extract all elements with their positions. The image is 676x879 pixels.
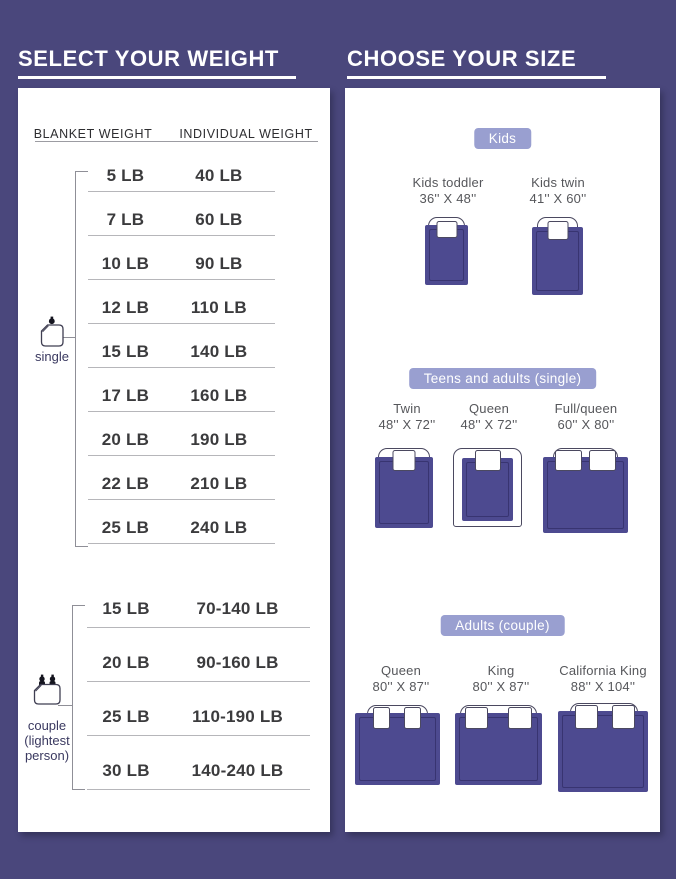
bed-size: 88'' X 104'' — [570, 678, 636, 694]
individual-weight-value: 240 LB — [190, 518, 248, 537]
individual-weight-value: 90 LB — [195, 254, 243, 273]
bed-queen-single-illustration — [453, 448, 522, 527]
couple-label-line1: couple — [27, 718, 67, 733]
bed-king-illustration — [460, 705, 537, 778]
pillow — [589, 450, 616, 471]
bed-kids-twin-illustration — [537, 217, 578, 295]
bed-label-queen-single — [461, 401, 518, 432]
bed-label-king — [473, 663, 530, 694]
table-row — [88, 236, 275, 280]
pillow — [373, 707, 390, 729]
blanket-quilt-line — [536, 231, 579, 291]
couple-group-bracket — [72, 605, 85, 790]
left-panel-title: SELECT YOUR WEIGHT — [18, 46, 279, 71]
individual-weight-value: 70-140 LB — [196, 599, 279, 618]
blanket-weight-value: 30 LB — [102, 761, 150, 780]
bed-name: Kids twin — [531, 175, 585, 190]
bed-name: King — [487, 663, 515, 678]
single-group-bracket — [75, 171, 88, 547]
table-row — [88, 148, 275, 192]
individual-weight-value: 60 LB — [195, 210, 243, 229]
individual-weight-value: 90-160 LB — [196, 653, 279, 672]
column-header-blanket-weight: BLANKET WEIGHT — [33, 127, 153, 141]
bed-name: Twin — [393, 401, 421, 416]
bed-name: California King — [559, 663, 647, 678]
table-row — [87, 628, 310, 682]
header-divider — [35, 141, 318, 142]
bed-size: 48'' X 72'' — [378, 416, 436, 432]
pillow — [555, 450, 582, 471]
pillow — [436, 221, 457, 238]
bed-size: 80'' X 87'' — [372, 678, 430, 694]
bed-label-kids-twin — [530, 175, 587, 206]
individual-weight-value: 110 LB — [190, 298, 247, 317]
bed-name: Kids toddler — [412, 175, 484, 190]
pillow — [612, 705, 635, 729]
adults-couple-badge: Adults (couple) — [440, 615, 565, 636]
table-row — [88, 192, 275, 236]
bed-size: 48'' X 72'' — [460, 416, 518, 432]
bed-queen-couple-illustration — [367, 705, 428, 778]
couple-group-label — [24, 718, 70, 763]
individual-weight-value: 110-190 LB — [192, 707, 283, 726]
column-header-individual-weight: INDIVIDUAL WEIGHT — [179, 127, 313, 141]
bed-size: 80'' X 87'' — [472, 678, 530, 694]
table-row — [88, 324, 275, 368]
individual-weight-value: 40 LB — [195, 166, 243, 185]
pillow — [475, 450, 501, 471]
blanket-weight-value: 20 LB — [101, 430, 150, 449]
bed-size: 60'' X 80'' — [557, 416, 615, 432]
bed-label-california-king — [559, 663, 647, 694]
bed-label-kids-toddler — [412, 175, 483, 206]
table-row — [88, 368, 275, 412]
blanket-weight-value: 25 LB — [101, 518, 150, 537]
bed-label-full-queen — [555, 401, 618, 432]
individual-weight-value: 160 LB — [190, 386, 248, 405]
single-group-label: single — [35, 349, 69, 364]
right-panel-title: CHOOSE YOUR SIZE — [347, 46, 577, 71]
blanket-weight-value: 15 LB — [102, 599, 150, 618]
bed-size: 36'' X 48'' — [419, 190, 477, 206]
table-row — [88, 456, 275, 500]
table-row — [87, 736, 310, 790]
kids-badge: Kids — [474, 128, 531, 149]
couple-label-line3: person) — [24, 748, 70, 763]
bed-full-queen-illustration — [553, 448, 618, 527]
pillow — [393, 450, 416, 471]
right-title-underline — [347, 76, 606, 79]
blanket-weight-value: 5 LB — [106, 166, 145, 185]
couple-weight-table — [87, 574, 310, 790]
individual-weight-value: 210 LB — [190, 474, 248, 493]
blanket-weight-value: 15 LB — [101, 342, 150, 361]
individual-weight-value: 140-240 LB — [191, 761, 284, 780]
blanket-quilt-line — [547, 461, 624, 529]
blanket-weight-value: 12 LB — [101, 298, 150, 317]
bed-kids-toddler-illustration — [428, 217, 465, 285]
single-person-icon — [39, 316, 65, 349]
left-title-underline — [18, 76, 296, 79]
size-guide-card — [345, 88, 660, 832]
blanket-weight-value: 7 LB — [106, 210, 145, 229]
blanket-weight-value: 20 LB — [102, 653, 150, 672]
bed-twin-illustration — [378, 448, 430, 526]
bed-size: 41'' X 60'' — [529, 190, 587, 206]
pillow — [508, 707, 532, 729]
pillow — [547, 221, 568, 240]
table-row — [88, 280, 275, 324]
table-row — [87, 574, 310, 628]
couple-icon — [31, 674, 63, 707]
blanket-weight-value: 22 LB — [101, 474, 150, 493]
pillow — [465, 707, 488, 729]
bed-california-king-illustration — [570, 703, 638, 782]
blanket-quilt-line — [359, 717, 436, 781]
weight-table-card — [18, 88, 330, 832]
single-weight-table — [88, 148, 275, 544]
table-row — [87, 682, 310, 736]
blanket-weight-value: 10 LB — [101, 254, 150, 273]
bed-label-twin — [379, 401, 436, 432]
bed-label-queen-couple — [373, 663, 430, 694]
individual-weight-value: 190 LB — [190, 430, 248, 449]
individual-weight-value: 140 LB — [190, 342, 248, 361]
blanket-weight-value: 25 LB — [102, 707, 150, 726]
blanket — [355, 713, 440, 785]
table-row — [88, 412, 275, 456]
bed-name: Queen — [380, 663, 422, 678]
teens-adults-single-badge: Teens and adults (single) — [409, 368, 597, 389]
bed-name: Queen — [468, 401, 510, 416]
pillow — [575, 705, 598, 729]
couple-label-line2: (lightest — [24, 733, 70, 748]
blanket-weight-value: 17 LB — [101, 386, 150, 405]
bed-name: Full/queen — [554, 401, 618, 416]
pillow — [404, 707, 421, 729]
table-row — [88, 500, 275, 544]
